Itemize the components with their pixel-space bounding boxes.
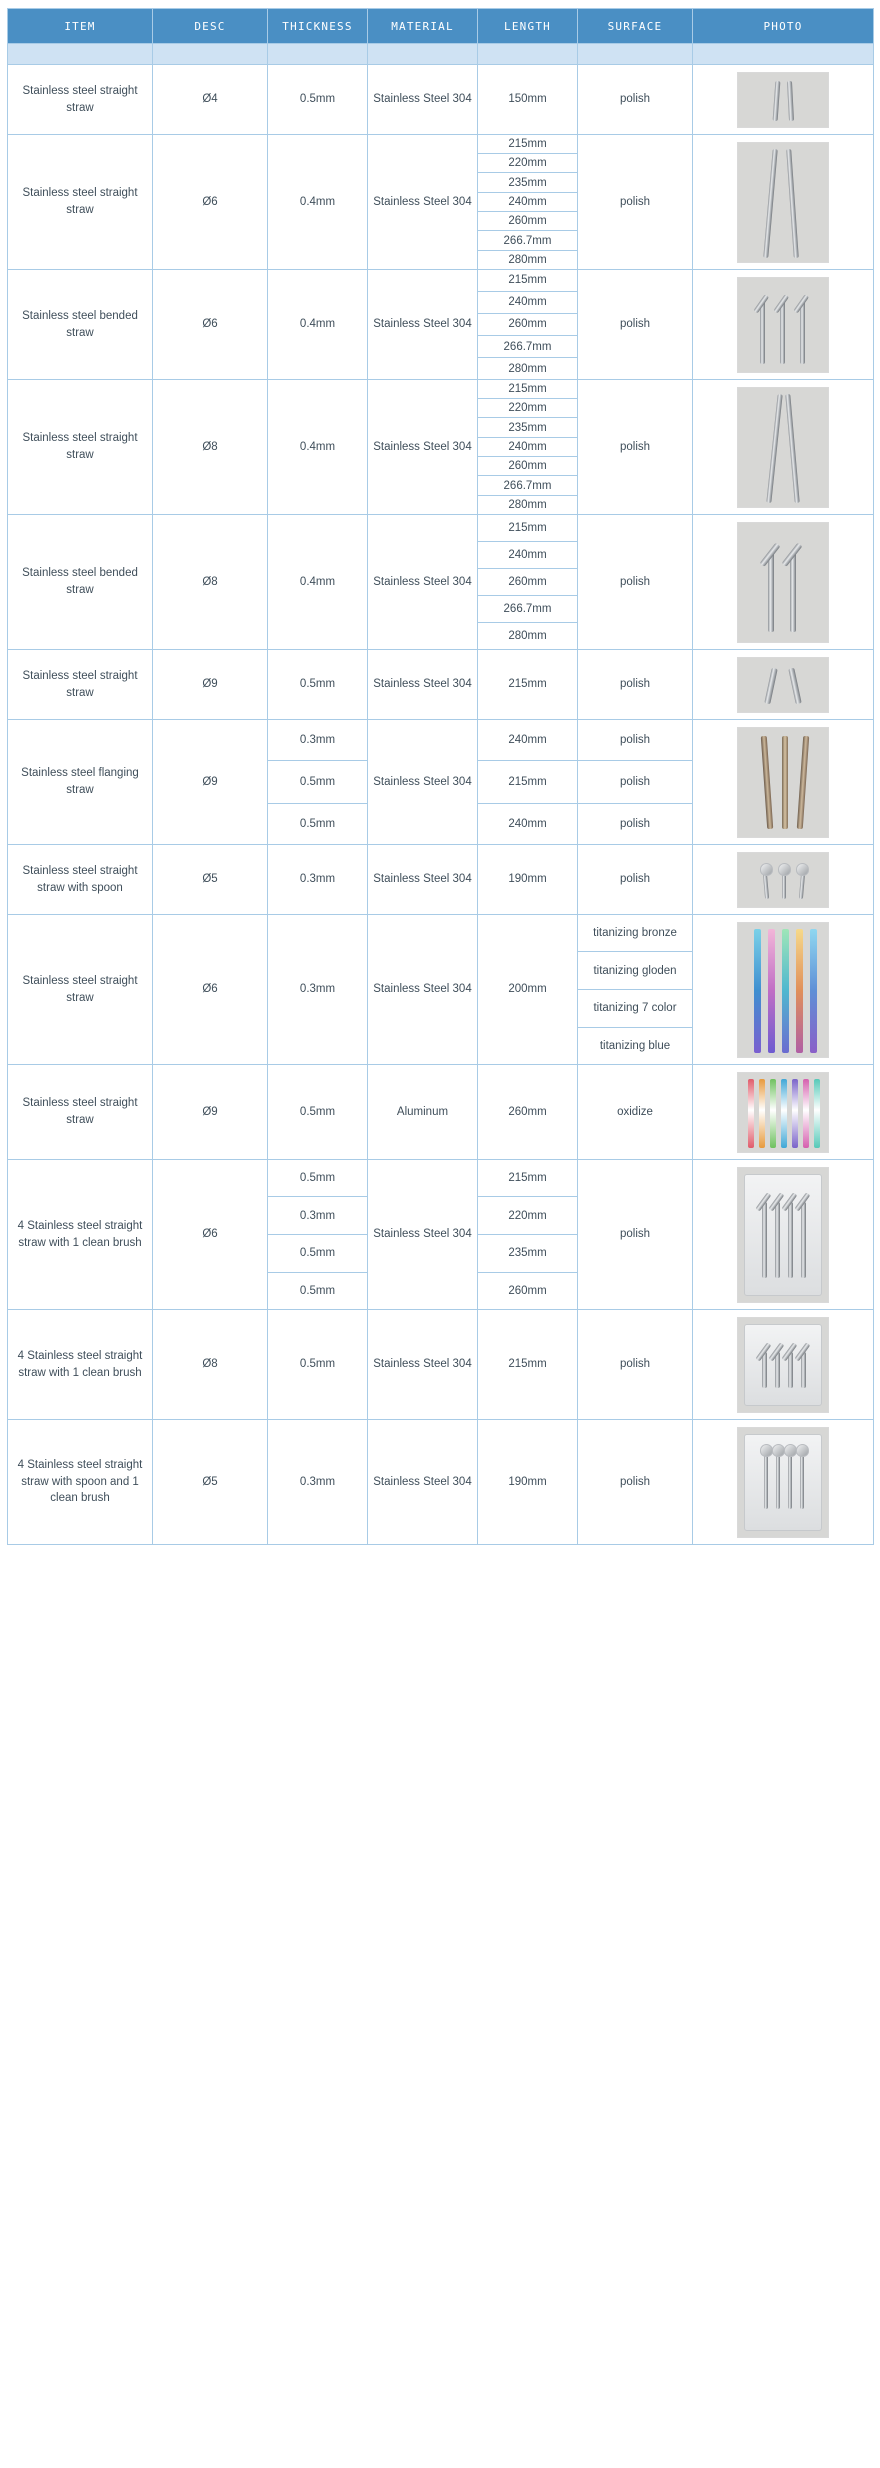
material-cell: Stainless Steel 304 <box>368 270 478 380</box>
item-cell: Stainless steel straight straw <box>8 650 153 720</box>
length-value: 215mm <box>478 515 577 541</box>
material-cell: Stainless Steel 304 <box>368 65 478 135</box>
length-value: 240mm <box>478 437 577 456</box>
length-value: 215mm <box>478 380 577 399</box>
photo-packaged-spoon-set <box>737 1427 829 1538</box>
length-cell: 190mm <box>478 1420 578 1545</box>
table-row <box>8 1310 874 1420</box>
column-header-photo: PHOTO <box>693 9 874 44</box>
surface-cell: polish <box>578 135 693 270</box>
surface-value: titanizing gloden <box>578 952 692 990</box>
length-cell <box>478 720 578 845</box>
photo-cell <box>693 135 874 270</box>
table-row <box>8 1420 874 1545</box>
table-row <box>8 845 874 915</box>
length-value: 260mm <box>478 568 577 595</box>
length-cell <box>478 380 578 515</box>
material-cell: Stainless Steel 304 <box>368 380 478 515</box>
surface-cell: polish <box>578 270 693 380</box>
material-cell: Stainless Steel 304 <box>368 135 478 270</box>
length-cell <box>478 270 578 380</box>
item-cell: Stainless steel straight straw <box>8 380 153 515</box>
surface-cell <box>578 720 693 845</box>
item-cell: 4 Stainless steel straight straw with 1 clean brush <box>8 1160 153 1310</box>
length-value: 260mm <box>478 212 577 231</box>
item-cell: Stainless steel bended straw <box>8 515 153 650</box>
surface-cell: polish <box>578 1420 693 1545</box>
desc-cell: Ø6 <box>153 135 268 270</box>
desc-cell: Ø9 <box>153 720 268 845</box>
length-value: 220mm <box>478 1197 577 1235</box>
thickness-cell: 0.5mm <box>268 650 368 720</box>
length-value: 235mm <box>478 418 577 437</box>
item-cell: Stainless steel straight straw <box>8 65 153 135</box>
surface-cell: polish <box>578 1160 693 1310</box>
desc-cell: Ø8 <box>153 1310 268 1420</box>
column-header-desc: DESC <box>153 9 268 44</box>
length-value: 260mm <box>478 313 577 335</box>
spacer-cell <box>478 44 578 65</box>
table-row <box>8 1065 874 1160</box>
header-row <box>8 9 874 44</box>
spacer-cell <box>693 44 874 65</box>
spacer-cell <box>268 44 368 65</box>
table-row <box>8 380 874 515</box>
product-spec-table <box>7 8 874 1545</box>
spacer-row <box>8 44 874 65</box>
table-row <box>8 515 874 650</box>
photo-two-crossed-straws <box>737 657 829 713</box>
surface-cell <box>578 915 693 1065</box>
photo-spoon-straws <box>737 852 829 908</box>
photo-cell <box>693 270 874 380</box>
photo-cell <box>693 1065 874 1160</box>
surface-cell: polish <box>578 650 693 720</box>
item-cell: Stainless steel straight straw <box>8 1065 153 1160</box>
table-row <box>8 650 874 720</box>
desc-cell: Ø6 <box>153 1160 268 1310</box>
photo-cell <box>693 1310 874 1420</box>
thickness-cell: 0.4mm <box>268 270 368 380</box>
material-cell: Stainless Steel 304 <box>368 720 478 845</box>
desc-cell: Ø5 <box>153 845 268 915</box>
thickness-cell: 0.5mm <box>268 1065 368 1160</box>
photo-cell <box>693 65 874 135</box>
length-value: 220mm <box>478 154 577 173</box>
photo-packaged-bended-set <box>737 1167 829 1303</box>
desc-cell: Ø8 <box>153 380 268 515</box>
thickness-cell: 0.4mm <box>268 515 368 650</box>
table-row <box>8 1160 874 1310</box>
spacer-cell <box>368 44 478 65</box>
length-cell <box>478 515 578 650</box>
desc-cell: Ø9 <box>153 1065 268 1160</box>
desc-cell: Ø8 <box>153 515 268 650</box>
photo-cell <box>693 515 874 650</box>
length-value: 266.7mm <box>478 596 577 623</box>
length-value: 280mm <box>508 253 547 266</box>
desc-cell: Ø4 <box>153 65 268 135</box>
material-cell: Aluminum <box>368 1065 478 1160</box>
thickness-value: 0.3mm <box>268 720 367 761</box>
photo-two-straight-straws <box>737 72 829 128</box>
length-value: 266.7mm <box>478 231 577 250</box>
thickness-value: 0.3mm <box>268 1197 367 1235</box>
spacer-cell <box>578 44 693 65</box>
material-cell: Stainless Steel 304 <box>368 650 478 720</box>
length-cell <box>478 1160 578 1310</box>
thickness-cell: 0.4mm <box>268 135 368 270</box>
surface-value: polish <box>578 720 692 761</box>
length-value: 266.7mm <box>478 336 577 358</box>
spacer-cell <box>8 44 153 65</box>
photo-two-straight-straws-crossed <box>737 387 829 508</box>
photo-cell <box>693 650 874 720</box>
photo-two-bended-straws <box>737 522 829 643</box>
photo-cell <box>693 720 874 845</box>
length-value: 280mm <box>508 362 547 375</box>
column-header-length: LENGTH <box>478 9 578 44</box>
length-cell: 215mm <box>478 1310 578 1420</box>
length-value: 215mm <box>478 761 577 803</box>
table-row <box>8 270 874 380</box>
thickness-cell: 0.3mm <box>268 915 368 1065</box>
spec-sheet-page <box>0 8 880 2468</box>
material-cell: Stainless Steel 304 <box>368 1420 478 1545</box>
thickness-cell <box>268 1160 368 1310</box>
thickness-value: 0.5mm <box>268 761 367 803</box>
length-value: 240mm <box>478 541 577 568</box>
photo-three-flanging-straws <box>737 727 829 838</box>
spacer-cell <box>153 44 268 65</box>
length-value: 266.7mm <box>478 476 577 495</box>
material-cell: Stainless Steel 304 <box>368 515 478 650</box>
desc-cell: Ø5 <box>153 1420 268 1545</box>
thickness-cell: 0.3mm <box>268 845 368 915</box>
thickness-value: 0.5mm <box>268 1160 367 1197</box>
item-cell: Stainless steel straight straw <box>8 915 153 1065</box>
desc-cell: Ø9 <box>153 650 268 720</box>
length-cell: 150mm <box>478 65 578 135</box>
surface-value: titanizing blue <box>599 1039 671 1052</box>
table-header <box>8 9 874 44</box>
thickness-cell: 0.4mm <box>268 380 368 515</box>
material-cell: Stainless Steel 304 <box>368 915 478 1065</box>
surface-value: polish <box>619 817 651 830</box>
length-value: 260mm <box>478 457 577 476</box>
photo-rainbow-straws <box>737 922 829 1058</box>
surface-value: polish <box>578 761 692 803</box>
item-cell: Stainless steel bended straw <box>8 270 153 380</box>
material-cell: Stainless Steel 304 <box>368 845 478 915</box>
thickness-cell: 0.5mm <box>268 1310 368 1420</box>
length-value: 215mm <box>478 270 577 291</box>
desc-cell: Ø6 <box>153 270 268 380</box>
thickness-cell: 0.3mm <box>268 1420 368 1545</box>
photo-cell <box>693 1160 874 1310</box>
item-cell: Stainless steel straight straw <box>8 135 153 270</box>
length-value: 240mm <box>478 192 577 211</box>
length-value: 260mm <box>508 1284 547 1297</box>
surface-cell: polish <box>578 515 693 650</box>
thickness-value: 0.5mm <box>299 817 336 830</box>
photo-cell <box>693 915 874 1065</box>
item-cell: 4 Stainless steel straight straw with spoon and 1 clean brush <box>8 1420 153 1545</box>
photo-three-bended-straws <box>737 277 829 373</box>
length-cell: 190mm <box>478 845 578 915</box>
photo-packaged-bended-set-2 <box>737 1317 829 1413</box>
surface-cell: polish <box>578 1310 693 1420</box>
item-cell: 4 Stainless steel straight straw with 1 clean brush <box>8 1310 153 1420</box>
length-cell <box>478 135 578 270</box>
column-header-surface: SURFACE <box>578 9 693 44</box>
photo-cell <box>693 1420 874 1545</box>
length-value: 215mm <box>478 135 577 154</box>
table-row <box>8 915 874 1065</box>
column-header-material: MATERIAL <box>368 9 478 44</box>
desc-cell: Ø6 <box>153 915 268 1065</box>
length-value: 215mm <box>478 1160 577 1197</box>
thickness-value: 0.5mm <box>268 1234 367 1272</box>
surface-cell: oxidize <box>578 1065 693 1160</box>
photo-colored-aluminum-straws <box>737 1072 829 1153</box>
length-value: 240mm <box>478 720 577 761</box>
table-row <box>8 65 874 135</box>
material-cell: Stainless Steel 304 <box>368 1160 478 1310</box>
surface-value: titanizing 7 color <box>578 989 692 1027</box>
length-value: 240mm <box>508 817 547 830</box>
thickness-cell: 0.5mm <box>268 65 368 135</box>
table-row <box>8 135 874 270</box>
photo-cell <box>693 380 874 515</box>
item-cell: Stainless steel straight straw with spoon <box>8 845 153 915</box>
length-value: 235mm <box>478 173 577 192</box>
item-cell: Stainless steel flanging straw <box>8 720 153 845</box>
table-body <box>8 44 874 1545</box>
material-cell: Stainless Steel 304 <box>368 1310 478 1420</box>
length-cell: 200mm <box>478 915 578 1065</box>
photo-two-long-straight-straws <box>737 142 829 263</box>
length-value: 235mm <box>478 1234 577 1272</box>
photo-cell <box>693 845 874 915</box>
length-cell: 260mm <box>478 1065 578 1160</box>
length-value: 280mm <box>508 498 547 511</box>
surface-cell: polish <box>578 65 693 135</box>
surface-cell: polish <box>578 845 693 915</box>
length-value: 240mm <box>478 291 577 313</box>
surface-cell: polish <box>578 380 693 515</box>
thickness-cell <box>268 720 368 845</box>
length-cell: 215mm <box>478 650 578 720</box>
length-value: 220mm <box>478 399 577 418</box>
surface-value: titanizing bronze <box>578 915 692 952</box>
column-header-thickness: THICKNESS <box>268 9 368 44</box>
table-row <box>8 720 874 845</box>
length-value: 280mm <box>508 630 547 643</box>
thickness-value: 0.5mm <box>299 1284 336 1297</box>
column-header-item: ITEM <box>8 9 153 44</box>
